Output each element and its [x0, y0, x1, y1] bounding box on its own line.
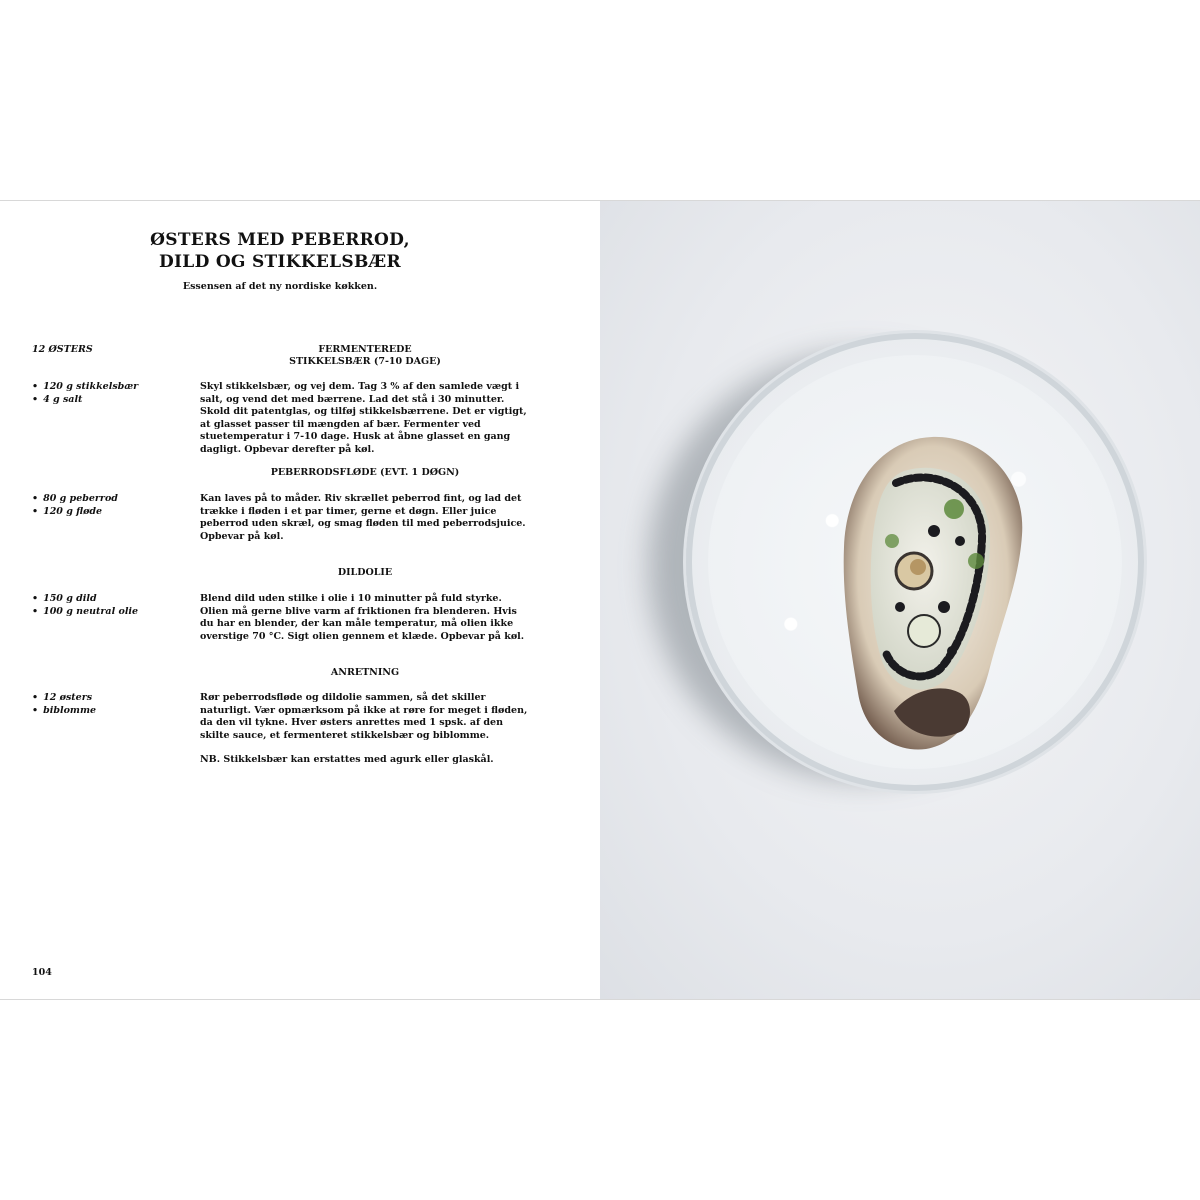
recipe-note: NB. Stikkelsbær kan erstattes med agurk eller glaskål. — [200, 754, 494, 765]
ingredient-item: • 80 g peberrod — [32, 493, 118, 506]
servings-label: 12 ØSTERS — [32, 344, 93, 355]
ingredient-item: • biblomme — [32, 705, 96, 718]
method-dill-oil: Blend dild uden stilke i olie i 10 minutter på fuld styrke. Olien må gerne blive varm af friktionen fra blenderen. Hvis du har en blender, der kan måle temperatur, må olien ikke overstige 70 °C. Sigt olien gennem et klæde. Opbevar på køl. — [200, 593, 525, 642]
section-heading-plating — [200, 667, 530, 679]
ingredient-list-plating — [32, 692, 96, 717]
dish-photo — [600, 201, 1200, 999]
ingredient-list-horseradish-cream — [32, 493, 118, 518]
recipe-subtitle: Essensen af det ny nordiske køkken. — [182, 281, 378, 292]
recipe-title-line-2: DILD OG STIKKELSBÆR — [159, 252, 401, 272]
ingredient-list-dill-oil — [32, 593, 138, 618]
section-heading-horseradish-cream — [200, 467, 530, 479]
section-heading-line-1: PEBERRODSFLØDE (EVT. 1 DØGN) — [270, 467, 460, 478]
section-heading-line-2: STIKKELSBÆR (7-10 DAGE) — [289, 356, 441, 367]
recipe-title — [0, 229, 560, 273]
method-horseradish-cream: Kan laves på to måder. Riv skrællet peberrod fint, og lad det trække i fløden i et par timer, gerne et døgn. Eller juice peberrod uden skræl, og smag fløden til med peberrodsjuice. Opbevar på køl. — [200, 493, 526, 542]
section-heading-line-1: FERMENTEREDE — [318, 344, 412, 355]
section-heading-line-1: DILDOLIE — [337, 567, 393, 578]
method-plating: Rør peberrodsfløde og dildolie sammen, så det skiller naturligt. Vær opmærksom på ikke at røre for meget i fløden, da den vil tykne. Hver østers anrettes med 1 spsk. af den skilte sauce, et fermenteret stikkelsbær og biblomme. — [200, 692, 528, 741]
section-heading-fermented-gooseberries — [200, 344, 530, 368]
recipe-page — [0, 201, 600, 999]
recipe-title-line-1: ØSTERS MED PEBERROD, — [150, 230, 410, 250]
ingredient-item: • 120 g stikkelsbær — [32, 381, 138, 394]
ingredient-item: • 100 g neutral olie — [32, 606, 138, 619]
page-number: 104 — [32, 967, 52, 978]
section-heading-line-1: ANRETNING — [330, 667, 400, 678]
section-heading-dill-oil — [200, 567, 530, 579]
ingredient-item: • 150 g dild — [32, 593, 138, 606]
oyster-image — [834, 431, 1030, 753]
ingredient-item: • 12 østers — [32, 692, 96, 705]
book-spread — [0, 200, 1200, 1000]
ingredient-item: • 4 g salt — [32, 394, 138, 407]
ingredient-item: • 120 g fløde — [32, 506, 118, 519]
method-fermented-gooseberries: Skyl stikkelsbær, og vej dem. Tag 3 % af den samlede vægt i salt, og vend det med bærrene. Lad det stå i 30 minutter. Skold dit patentglas, og tilføj stikkelsbærrene. Det er vigtigt, at glasset passer til mængden af bær. Fermenter ved stuetemperatur i 7-10 dage. Husk at åbne glasset en gang dagligt. Opbevar derefter på køl. — [200, 381, 527, 455]
ingredient-list-fermented-gooseberries — [32, 381, 138, 406]
